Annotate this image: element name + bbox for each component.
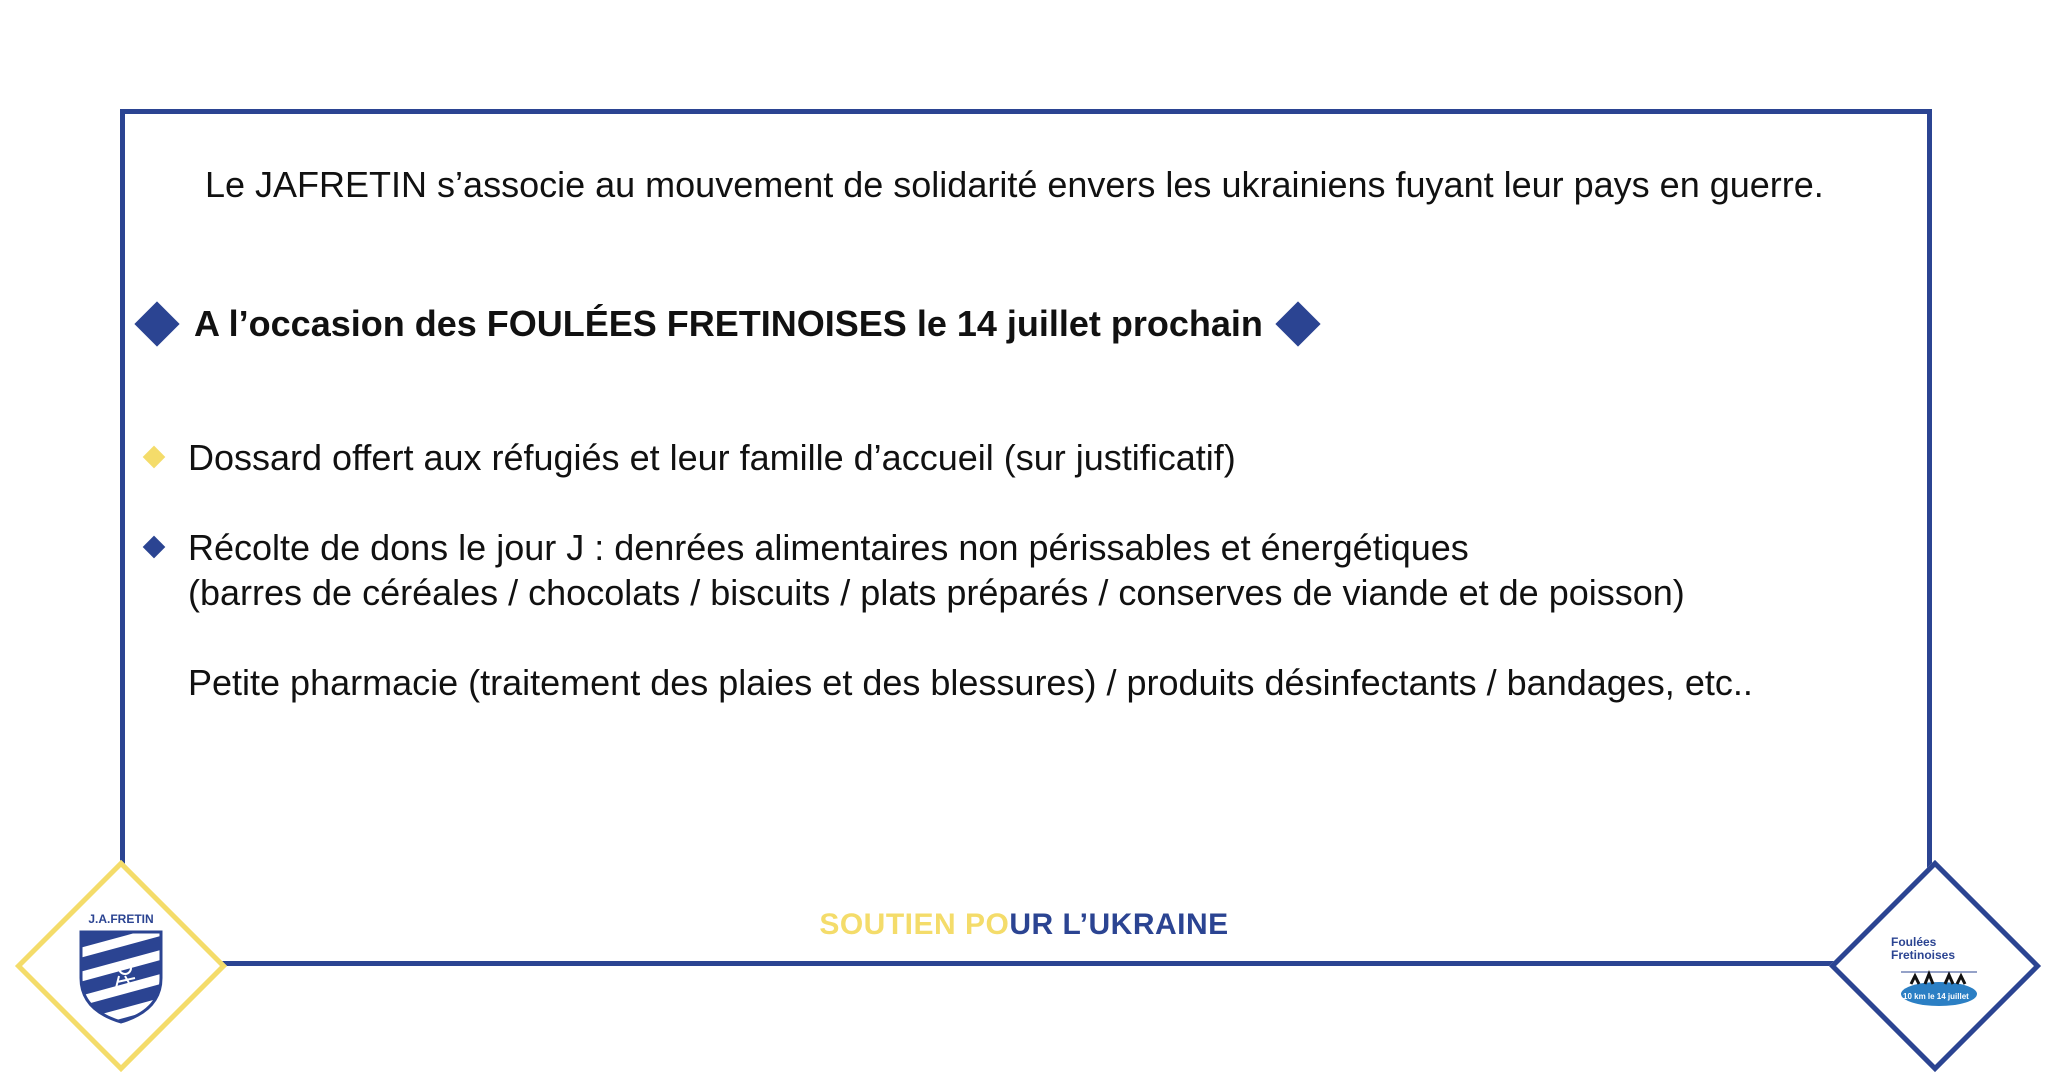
diamond-icon	[1275, 301, 1320, 346]
race-logo	[1829, 860, 2041, 1072]
runners-icon	[1899, 966, 1979, 1010]
club-logo	[15, 860, 227, 1072]
list-item: Récolte de dons le jour J : denrées alimentaires non périssables et énergétiques	[188, 527, 1469, 568]
footer-title-blue: UR L’UKRAINE	[1009, 908, 1229, 941]
race-logo-name	[1891, 936, 1981, 962]
event-heading: A l’occasion des FOULÉES FRETINOISES le 14 juillet prochain	[194, 303, 1263, 344]
footer-title-yellow: SOUTIEN PO	[819, 908, 1010, 941]
shield-icon	[75, 928, 167, 1024]
intro-text: Le JAFRETIN s’associe au mouvement de solidarité envers les ukrainiens fuyant leur pays en guerre.	[205, 164, 1824, 205]
race-logo-line2: Fretinoises	[1891, 948, 1956, 962]
footer-title	[0, 908, 2048, 942]
list-item: Petite pharmacie (traitement des plaies et des blessures) / produits désinfectants / bandages, etc..	[188, 662, 1753, 703]
diamond-icon	[134, 301, 179, 346]
list-item-continuation: (barres de céréales / chocolats / biscuits / plats préparés / conserves de viande et de poisson)	[188, 572, 1685, 613]
race-logo-line1: Foulées	[1891, 935, 1937, 949]
heading-row	[130, 294, 1314, 354]
race-logo-tagline: 10 km le 14 juillet	[1903, 992, 1969, 1001]
club-logo-name: J.A.FRETIN	[88, 912, 154, 926]
list-item: Dossard offert aux réfugiés et leur famille d’accueil (sur justificatif)	[188, 437, 1236, 478]
